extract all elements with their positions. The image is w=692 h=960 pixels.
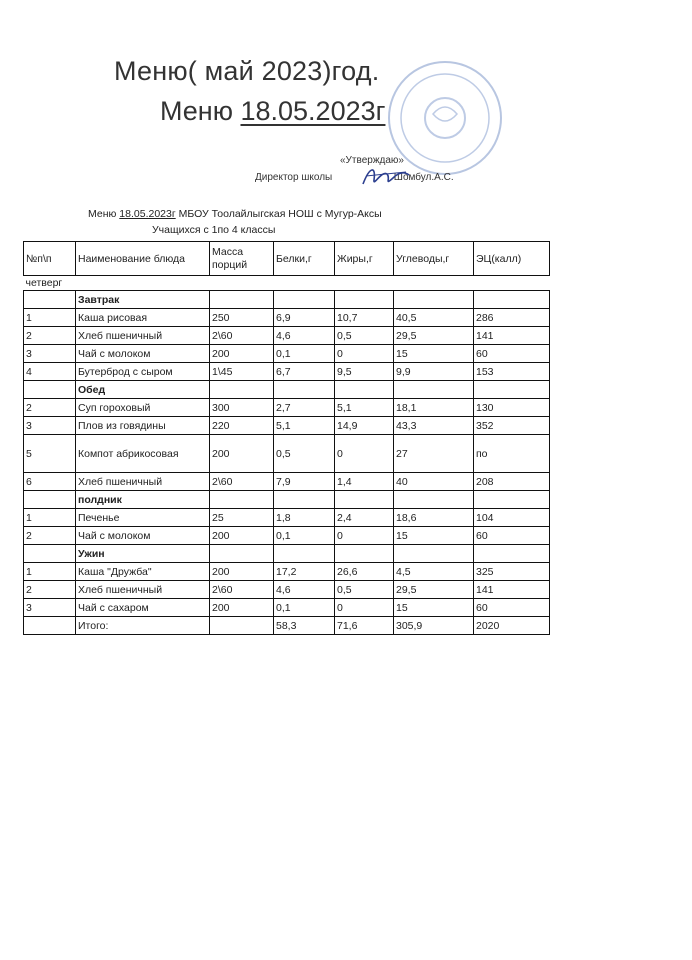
section-title: Завтрак [76,291,210,309]
empty-cell [394,545,474,563]
section-title: полдник [76,491,210,509]
col-header-fat: Жиры,г [335,242,394,276]
dish-name-cell: Чай с молоком [76,527,210,545]
row-number-cell: 1 [24,563,76,581]
fat-cell: 0 [335,527,394,545]
empty-cell [274,291,335,309]
carbs-cell: 27 [394,435,474,473]
fat-cell: 14,9 [335,417,394,435]
empty-cell [474,545,550,563]
energy-cell: 153 [474,363,550,381]
empty-cell [335,545,394,563]
section-row [24,291,550,309]
fat-cell: 0 [335,435,394,473]
table-row [24,599,550,617]
dish-name-cell: Суп гороховый [76,399,210,417]
empty-cell [335,291,394,309]
row-number-cell: 3 [24,599,76,617]
dish-name-cell: Печенье [76,509,210,527]
row-number-cell: 6 [24,473,76,491]
portion-mass-cell [210,617,274,635]
col-header-dish: Наименование блюда [76,242,210,276]
protein-cell: 6,7 [274,363,335,381]
empty-cell [335,381,394,399]
subtitle-date: 18.05.2023г [240,96,386,126]
fat-cell: 0 [335,345,394,363]
portion-mass-cell: 2\60 [210,581,274,599]
portion-mass-cell: 200 [210,435,274,473]
dish-name-cell: Плов из говядины [76,417,210,435]
energy-cell: 60 [474,527,550,545]
empty-cell [474,381,550,399]
empty-cell [474,491,550,509]
table-row [24,563,550,581]
col-header-protein: Белки,г [274,242,335,276]
fat-cell: 0,5 [335,327,394,345]
table-row [24,473,550,491]
carbs-cell: 18,6 [394,509,474,527]
fat-cell: 0,5 [335,581,394,599]
students-line: Учащихся с 1по 4 классы [152,224,276,236]
empty-cell [274,545,335,563]
empty-cell [274,491,335,509]
empty-cell [274,381,335,399]
school-name: МБОУ Тоолайлыгская НОШ с Мугур-Аксы [175,208,382,220]
school-line-prefix: Меню [88,208,120,220]
section-row [24,545,550,563]
portion-mass-cell: 200 [210,527,274,545]
table-row [24,581,550,599]
table-row [24,527,550,545]
dish-name-cell: Компот абрикосовая [76,435,210,473]
carbs-cell: 15 [394,599,474,617]
carbs-cell: 29,5 [394,327,474,345]
row-number-cell: 2 [24,527,76,545]
fat-cell: 9,5 [335,363,394,381]
school-line-date: 18.05.2023г [119,208,176,220]
section-title: Обед [76,381,210,399]
energy-cell: 352 [474,417,550,435]
fat-cell: 0 [335,599,394,617]
carbs-cell: 15 [394,345,474,363]
empty-cell [394,381,474,399]
portion-mass-cell: 2\60 [210,473,274,491]
fat-cell: 10,7 [335,309,394,327]
section-row [24,491,550,509]
empty-cell [394,491,474,509]
table-row [24,417,550,435]
protein-cell: 0,1 [274,345,335,363]
total-row [24,617,550,635]
protein-cell: 4,6 [274,327,335,345]
table-header-row [24,242,550,276]
dish-name-cell: Хлеб пшеничный [76,581,210,599]
empty-cell [24,545,76,563]
director-line [255,172,454,183]
row-number-cell [24,617,76,635]
carbs-cell: 43,3 [394,417,474,435]
row-number-cell: 4 [24,363,76,381]
empty-cell [210,491,274,509]
col-header-mass: Масса порций [210,242,274,276]
school-line [88,208,382,220]
protein-cell: 0,1 [274,599,335,617]
table-row [24,345,550,363]
energy-cell: 60 [474,345,550,363]
energy-cell: по [474,435,550,473]
carbs-cell: 4,5 [394,563,474,581]
dish-name-cell: Хлеб пшеничный [76,327,210,345]
empty-cell [394,291,474,309]
table-row [24,327,550,345]
empty-cell [210,545,274,563]
protein-cell: 4,6 [274,581,335,599]
row-number-cell: 2 [24,581,76,599]
protein-cell: 1,8 [274,509,335,527]
dish-name-cell: Итого: [76,617,210,635]
fat-cell: 71,6 [335,617,394,635]
page-subtitle [160,96,385,127]
energy-cell: 141 [474,581,550,599]
dish-name-cell: Чай с молоком [76,345,210,363]
carbs-cell: 29,5 [394,581,474,599]
row-number-cell: 2 [24,327,76,345]
table-row [24,509,550,527]
empty-cell [210,291,274,309]
portion-mass-cell: 200 [210,563,274,581]
carbs-cell: 40,5 [394,309,474,327]
energy-cell: 130 [474,399,550,417]
menu-table [23,241,550,635]
fat-cell: 2,4 [335,509,394,527]
empty-cell [24,291,76,309]
dish-name-cell: Хлеб пшеничный [76,473,210,491]
protein-cell: 0,1 [274,527,335,545]
carbs-cell: 15 [394,527,474,545]
section-row [24,381,550,399]
table-row [24,399,550,417]
energy-cell: 141 [474,327,550,345]
energy-cell: 60 [474,599,550,617]
portion-mass-cell: 1\45 [210,363,274,381]
signature-icon [360,162,412,190]
director-name: Шомбул.А.С. [393,172,454,183]
protein-cell: 6,9 [274,309,335,327]
carbs-cell: 18,1 [394,399,474,417]
approval-label: «Утверждаю» [340,155,404,166]
row-number-cell: 1 [24,509,76,527]
carbs-cell: 305,9 [394,617,474,635]
protein-cell: 5,1 [274,417,335,435]
energy-cell: 325 [474,563,550,581]
carbs-cell: 9,9 [394,363,474,381]
row-number-cell: 1 [24,309,76,327]
row-number-cell: 3 [24,345,76,363]
protein-cell: 2,7 [274,399,335,417]
portion-mass-cell: 200 [210,599,274,617]
col-header-carbs: Углеводы,г [394,242,474,276]
dish-name-cell: Каша рисовая [76,309,210,327]
portion-mass-cell: 250 [210,309,274,327]
energy-cell: 286 [474,309,550,327]
col-header-number: №п\п [24,242,76,276]
empty-cell [24,381,76,399]
protein-cell: 7,9 [274,473,335,491]
dish-name-cell: Чай с сахаром [76,599,210,617]
portion-mass-cell: 300 [210,399,274,417]
portion-mass-cell: 200 [210,345,274,363]
day-label: четверг [25,277,63,289]
dish-name-cell: Бутерброд с сыром [76,363,210,381]
protein-cell: 0,5 [274,435,335,473]
energy-cell: 2020 [474,617,550,635]
empty-cell [474,291,550,309]
row-number-cell: 5 [24,435,76,473]
dish-name-cell: Каша "Дружба" [76,563,210,581]
page-title: Меню( май 2023)год. [114,56,380,86]
menu-table-body [24,242,550,635]
fat-cell: 1,4 [335,473,394,491]
col-header-energy: ЭЦ(калл) [474,242,550,276]
row-number-cell: 2 [24,399,76,417]
empty-cell [210,381,274,399]
table-row [24,363,550,381]
table-row [24,309,550,327]
carbs-cell: 40 [394,473,474,491]
energy-cell: 208 [474,473,550,491]
director-label: Директор школы [255,172,333,183]
empty-cell [335,491,394,509]
portion-mass-cell: 25 [210,509,274,527]
protein-cell: 58,3 [274,617,335,635]
portion-mass-cell: 2\60 [210,327,274,345]
fat-cell: 26,6 [335,563,394,581]
row-number-cell: 3 [24,417,76,435]
portion-mass-cell: 220 [210,417,274,435]
day-row [24,276,550,291]
section-title: Ужин [76,545,210,563]
empty-cell [24,491,76,509]
protein-cell: 17,2 [274,563,335,581]
table-row [24,435,550,473]
fat-cell: 5,1 [335,399,394,417]
subtitle-prefix: Меню [160,96,241,126]
energy-cell: 104 [474,509,550,527]
